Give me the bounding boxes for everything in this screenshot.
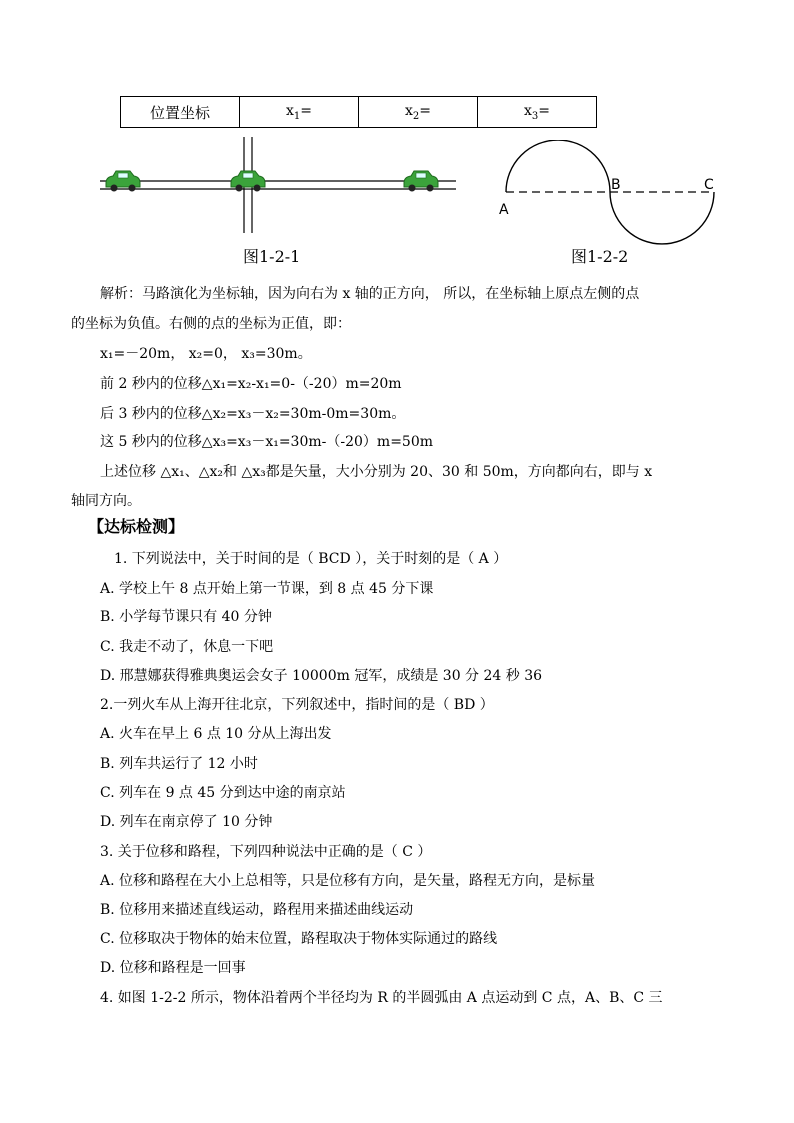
question-line: 2.一列火车从上海开往北京，下列叙述中，指时间的是（ BD ） (100, 697, 494, 713)
table-header: 位置坐标 (121, 97, 240, 128)
analysis-line-2: 的坐标为负值。右侧的点的坐标为正值，即： (71, 316, 351, 332)
question-line: A. 火车在早上 6 点 10 分从上海出发 (100, 726, 332, 742)
analysis-line-3: x₁=－20m， x₂=0， x₃=30m。 (100, 346, 312, 362)
position-coordinate-table (120, 96, 597, 128)
question-line: C. 列车在 9 点 45 分到达中途的南京站 (100, 785, 346, 801)
analysis-line-5: 后 3 秒内的位移△x₂=x₃－x₂=30m-0m=30m。 (100, 406, 406, 422)
question-line: 4. 如图 1-2-2 所示，物体沿着两个半径均为 R 的半圆弧由 A 点运动到 C 点，A、B、C 三 (100, 990, 663, 1006)
x1-cell: $x_1=$ (240, 97, 359, 128)
question-line: B. 列车共运行了 12 小时 (100, 756, 258, 772)
road-figure (98, 135, 460, 235)
question-line: 3. 关于位移和路程，下列四种说法中正确的是（ C ） (100, 844, 432, 860)
analysis-line-4: 前 2 秒内的位移△x₁=x₂-x₁=0-（-20）m=20m (100, 376, 402, 392)
question-line: A. 位移和路程在大小上总相等，只是位移有方向，是矢量，路程无方向，是标量 (100, 873, 596, 889)
section-title: 【达标检测】 (88, 517, 185, 536)
analysis-line-6: 这 5 秒内的位移△x₃=x₃－x₁=30m-（-20）m=50m (100, 434, 434, 450)
figure-2-caption: 图1-2-2 (571, 247, 629, 266)
question-line: B. 小学每节课只有 40 分钟 (100, 609, 272, 625)
question-line: D. 列车在南京停了 10 分钟 (100, 814, 273, 830)
figure-1-caption: 图1-2-1 (243, 247, 301, 266)
question-line: C. 位移取决于物体的始末位置，路程取决于物体实际通过的路线 (100, 931, 498, 947)
question-line: C. 我走不动了，休息一下吧 (100, 639, 274, 655)
label-c: C (704, 177, 714, 193)
question-line: B. 位移用来描述直线运动，路程用来描述曲线运动 (100, 902, 414, 918)
question-line: D. 邢慧娜获得雅典奥运会女子 10000m 冠军，成绩是 30 分 24 秒 36 (100, 668, 543, 684)
analysis-line-7: 上述位移 △x₁、△x₂和 △x₃都是矢量，大小分别为 20、30 和 50m，方向都向右，即与 x (100, 464, 653, 480)
analysis-line-8: 轴同方向。 (71, 493, 141, 509)
question-line: 1. 下列说法中，关于时间的是（ BCD ），关于时刻的是（ A ） (114, 551, 508, 567)
x3-cell: $x_3=$ (478, 97, 597, 128)
analysis-line-1: 解析：马路演化为坐标轴，因为向右为 x 轴的正方向， 所以，在坐标轴上原点左侧的点 (100, 286, 640, 302)
semicircle-figure (494, 140, 726, 252)
question-line: D. 位移和路程是一回事 (100, 960, 246, 976)
question-line: A. 学校上午 8 点开始上第一节课，到 8 点 45 分下课 (100, 581, 434, 597)
label-b: B (611, 177, 621, 193)
x2-cell: $x_2=$ (359, 97, 478, 128)
label-a: A (499, 202, 509, 218)
